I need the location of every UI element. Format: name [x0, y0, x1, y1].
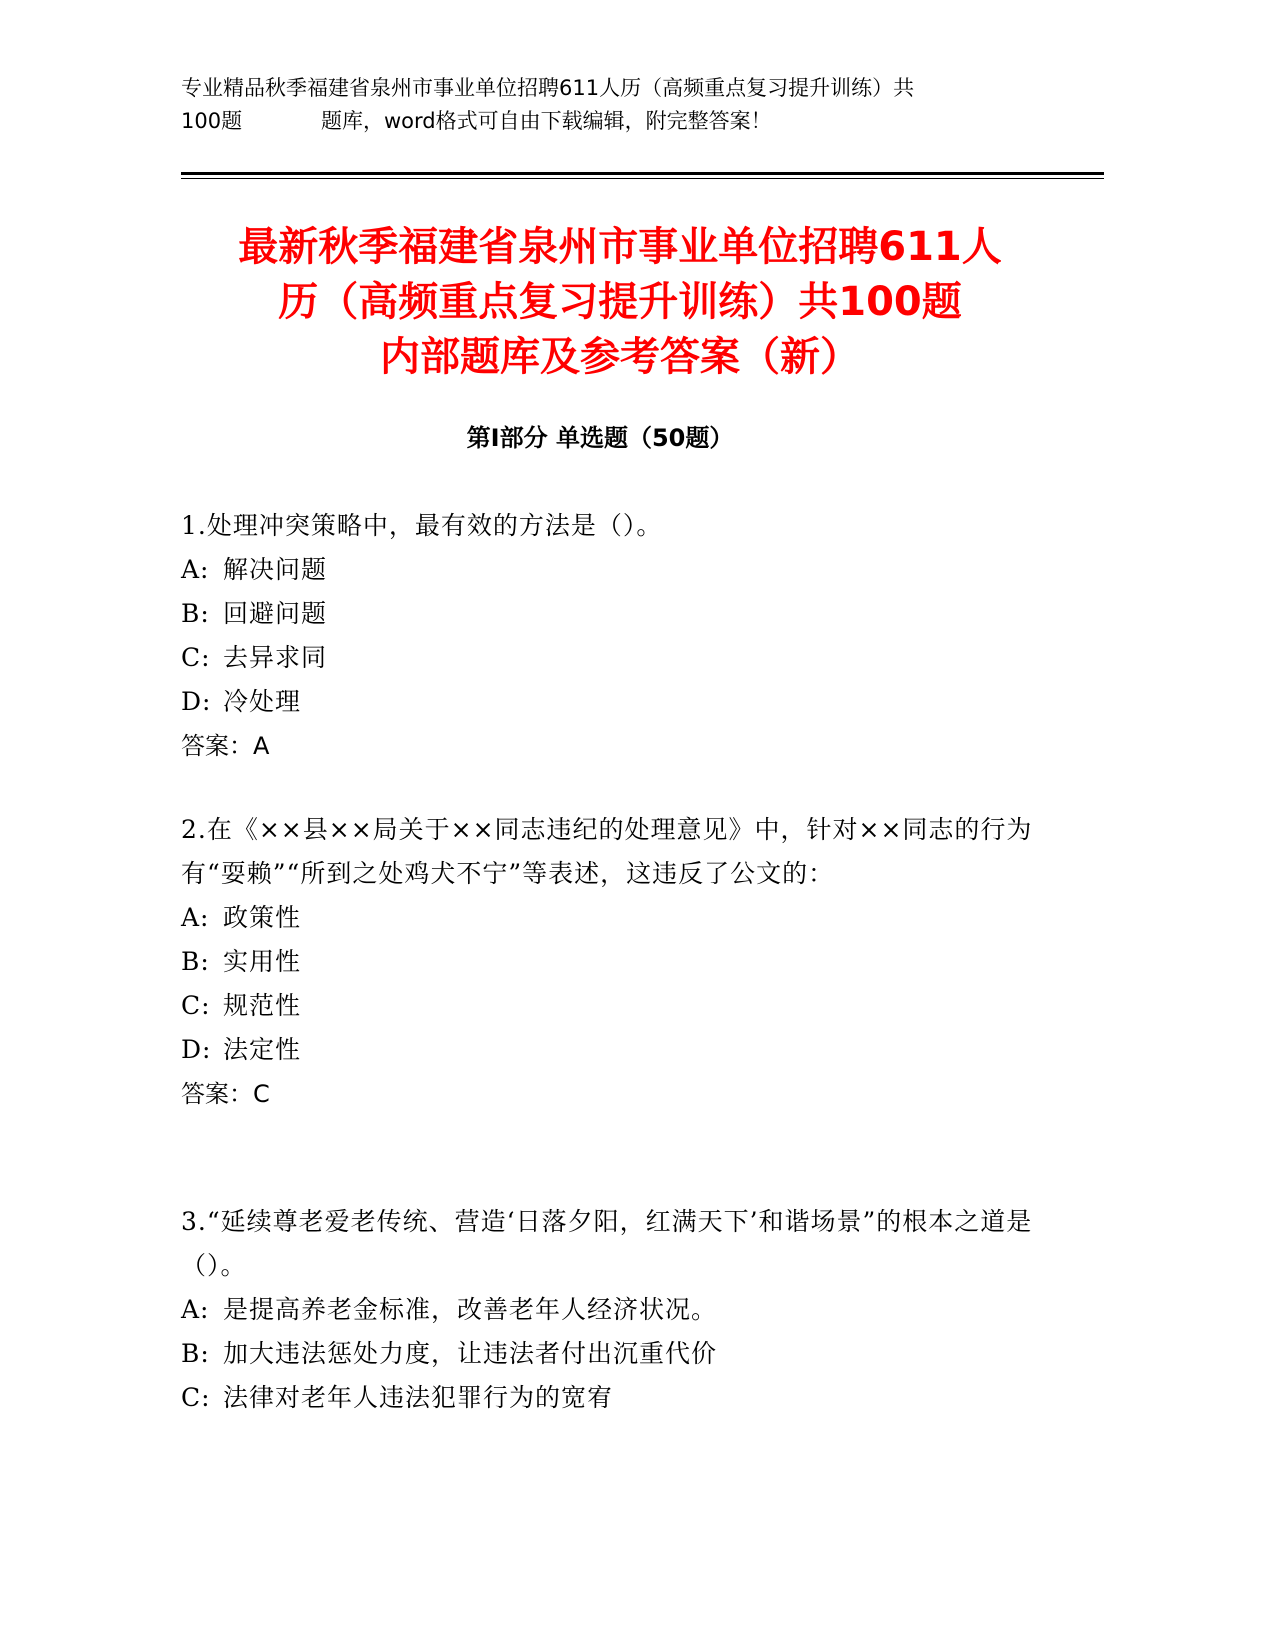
option-c: [181, 636, 1041, 680]
question-stem: 3.“延续尊老爱老传统、营造‘日落夕阳，红满天下’和谐场景”的根本之道是（）。: [181, 1207, 1033, 1280]
question-1: [181, 504, 1041, 768]
option-d: [181, 1028, 1041, 1072]
header-rule-thin: [181, 178, 1104, 179]
option-text: 是提高养老金标准，改善老年人经济状况。: [223, 1295, 718, 1324]
header-count: 100题: [181, 109, 243, 133]
option-label: A:: [181, 1295, 210, 1324]
option-label: C:: [181, 1383, 211, 1412]
question-3: [181, 1200, 1041, 1420]
option-text: 解决问题: [223, 555, 328, 584]
option-text: 法定性: [223, 1035, 302, 1064]
question-stem: 1.处理冲突策略中，最有效的方法是（）。: [181, 511, 663, 540]
option-label: D:: [181, 1035, 212, 1064]
option-label: D:: [181, 687, 212, 716]
option-a: [181, 548, 1041, 592]
option-text: 实用性: [223, 947, 302, 976]
option-label: A:: [181, 555, 210, 584]
option-label: B:: [181, 1339, 210, 1368]
title-line-1: 最新秋季福建省泉州市事业单位招聘611人: [238, 224, 1002, 270]
header-note: 题库，word格式可自由下载编辑，附完整答案！: [321, 109, 772, 133]
title-line-3: 内部题库及参考答案（新）: [380, 334, 860, 380]
header-line-2: [181, 105, 1041, 138]
option-d: [181, 680, 1041, 724]
option-label: C:: [181, 643, 211, 672]
option-a: [181, 896, 1041, 940]
header-line-1: 专业精品秋季福建省泉州市事业单位招聘611人历（高频重点复习提升训练）共: [181, 76, 915, 100]
document-title: [150, 220, 1090, 385]
option-c: [181, 984, 1041, 1028]
option-label: A:: [181, 903, 210, 932]
option-c: [181, 1376, 1041, 1420]
option-a: [181, 1288, 1041, 1332]
header-rule-thick: [181, 172, 1104, 175]
option-text: 法律对老年人违法犯罪行为的宽宥: [223, 1383, 614, 1412]
question-stem: 2.在《××县××局关于××同志违纪的处理意见》中，针对××同志的行为有“耍赖”“所到之处鸡犬不宁”等表述，这违反了公文的：: [181, 815, 1033, 888]
option-b: [181, 1332, 1041, 1376]
answer: 答案：C: [181, 1080, 270, 1108]
option-text: 加大违法惩处力度，让违法者付出沉重代价: [223, 1339, 718, 1368]
option-b: [181, 940, 1041, 984]
option-b: [181, 592, 1041, 636]
section-heading: 第Ⅰ部分 单选题（50题）: [466, 424, 734, 452]
option-text: 去异求同: [223, 643, 328, 672]
page-header: [181, 72, 1041, 138]
option-text: 回避问题: [223, 599, 328, 628]
title-line-2: 历（高频重点复习提升训练）共100题: [278, 279, 962, 325]
option-text: 政策性: [223, 903, 302, 932]
option-text: 冷处理: [223, 687, 302, 716]
answer: 答案：A: [181, 732, 270, 760]
option-label: B:: [181, 947, 210, 976]
option-label: C:: [181, 991, 211, 1020]
question-2: [181, 808, 1041, 1116]
option-text: 规范性: [223, 991, 302, 1020]
option-label: B:: [181, 599, 210, 628]
